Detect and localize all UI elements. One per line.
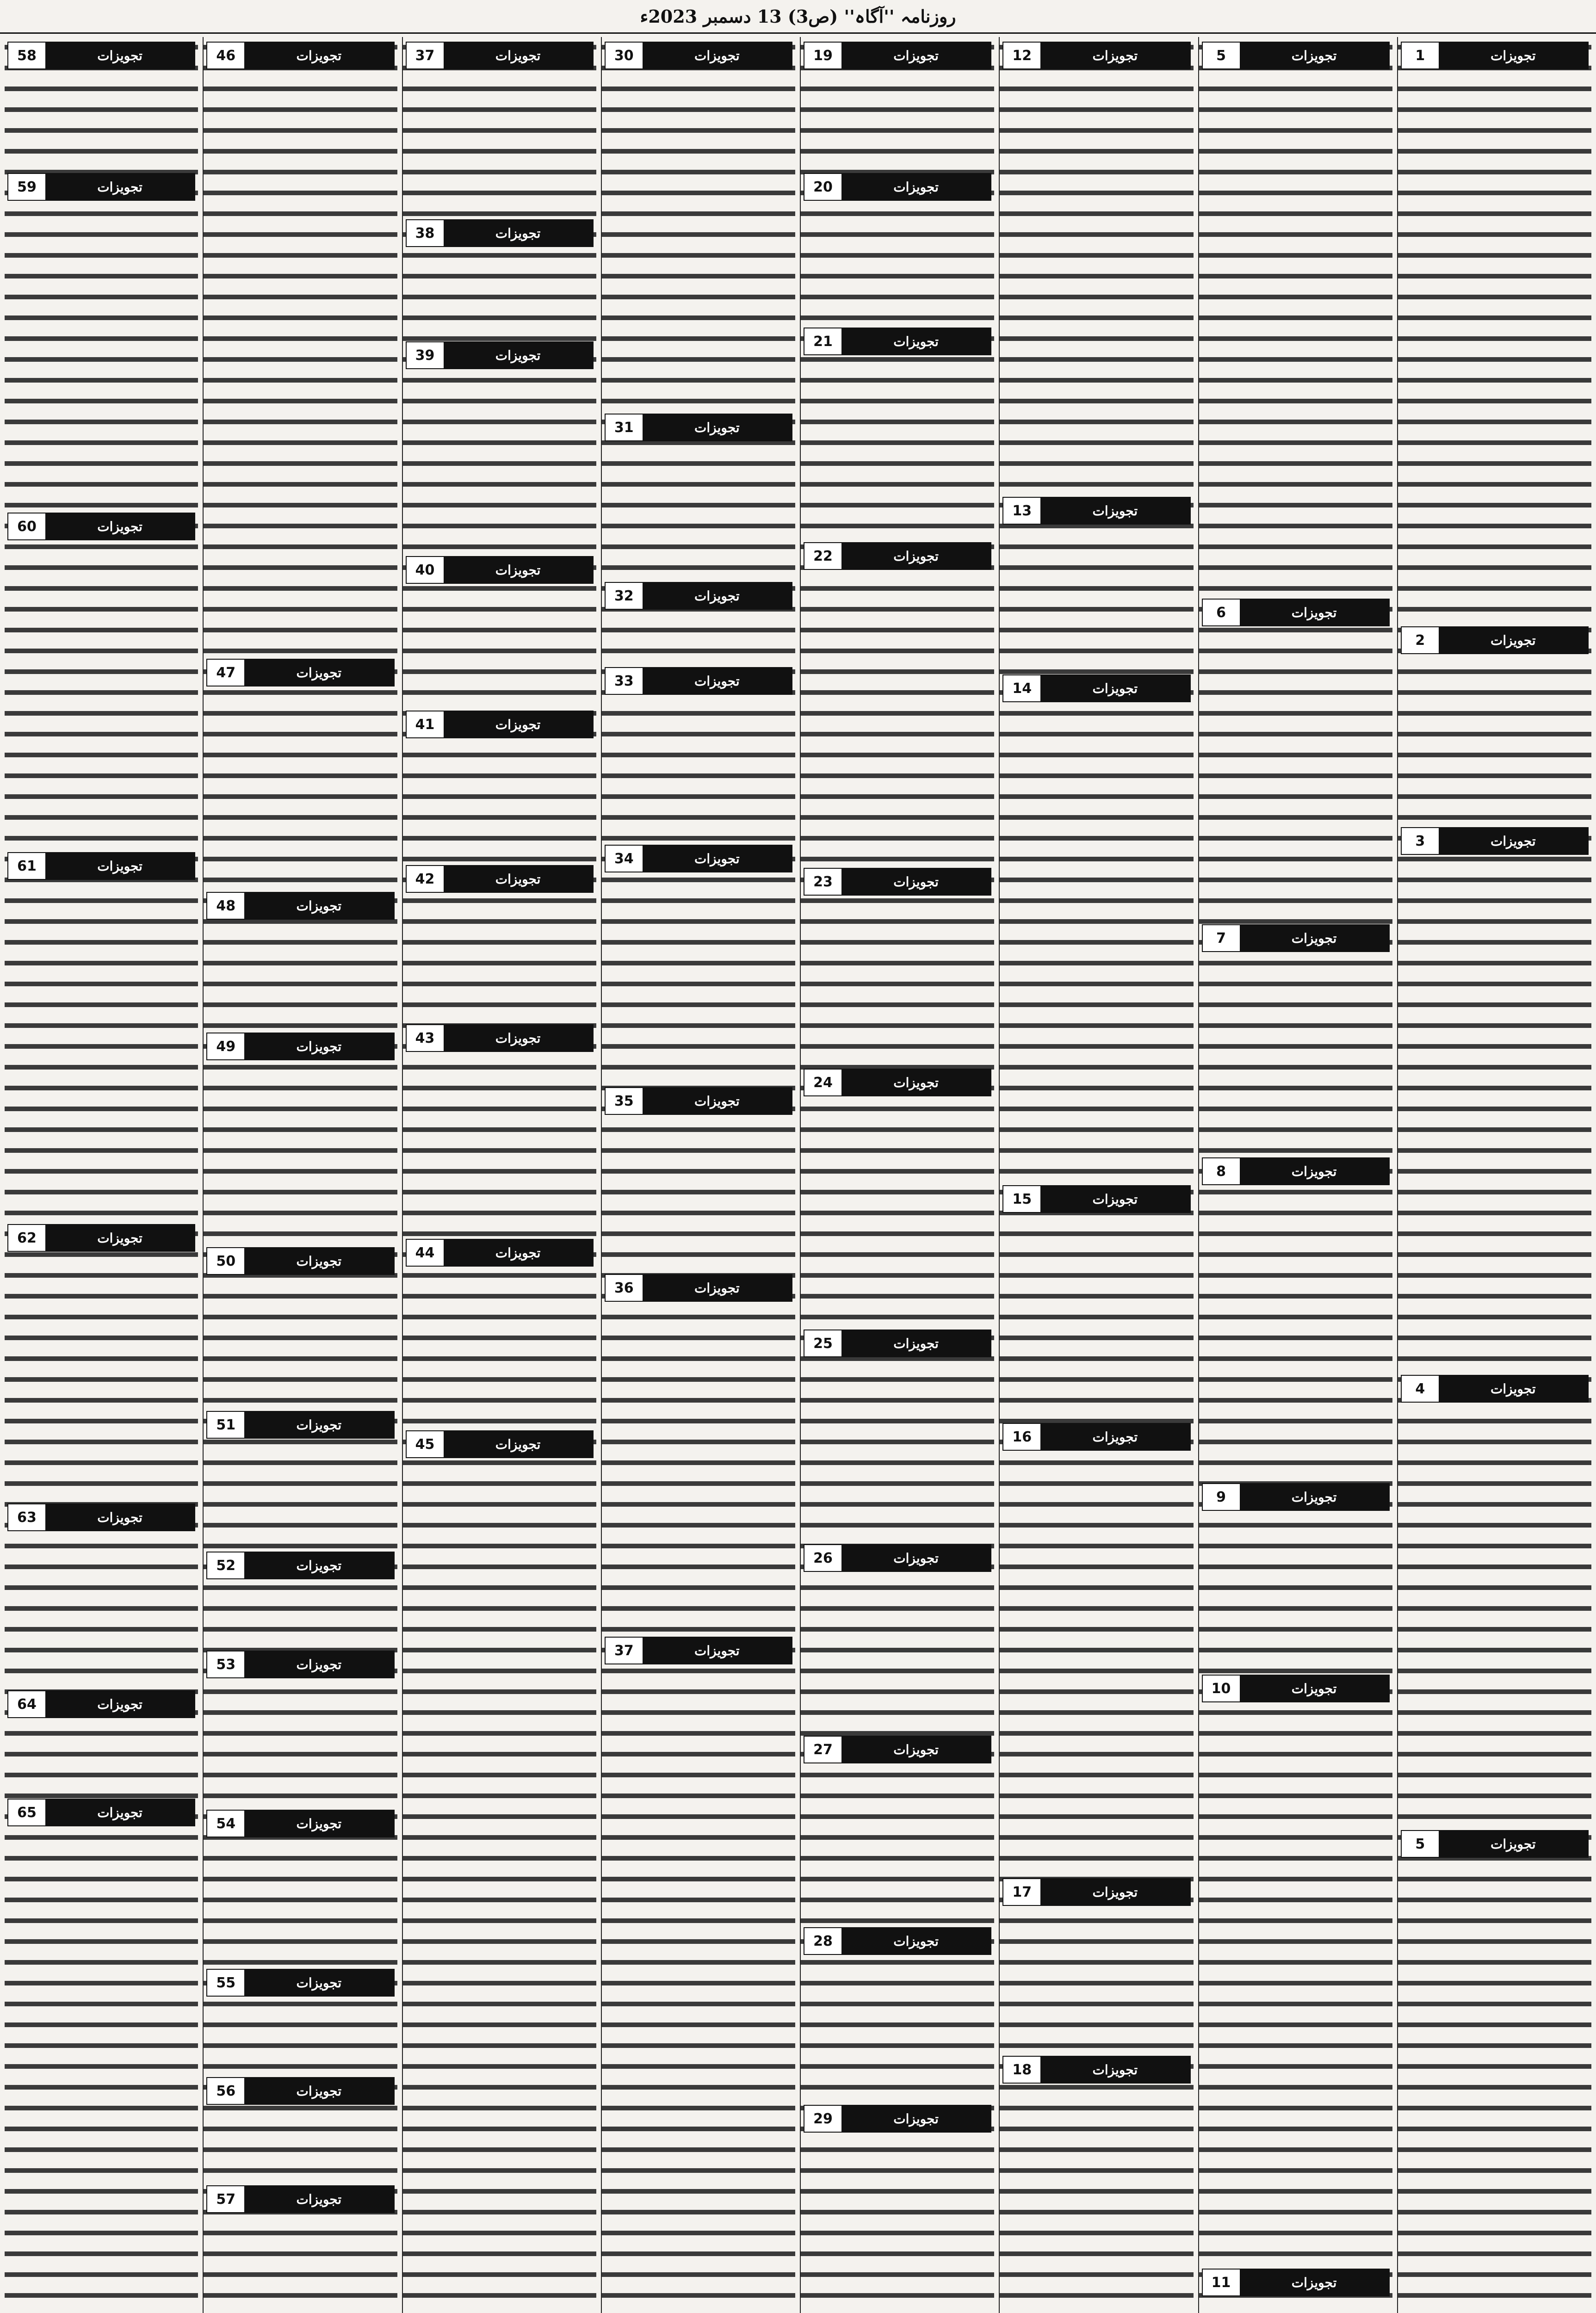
proposal-number: 37 [606, 1638, 643, 1664]
proposal-body-text [605, 879, 792, 1082]
proposal-body-text [206, 1586, 394, 1646]
proposal-body-text [406, 590, 594, 706]
proposal-heading [1401, 1375, 1589, 1403]
proposal-label: تجویزات [244, 1248, 393, 1274]
proposal-heading [406, 219, 594, 247]
proposal-body-text [406, 1058, 594, 1234]
proposal-label: تجویزات [444, 342, 593, 368]
proposal-number: 16 [1003, 1424, 1040, 1450]
proposal-body-text [1002, 709, 1190, 1181]
proposal-number: 2 [1402, 627, 1439, 653]
proposal-body-text [1401, 76, 1589, 622]
proposal-label: تجویزات [1240, 1158, 1389, 1184]
proposal-heading [206, 1552, 394, 1579]
proposal-heading [1002, 1185, 1190, 1213]
proposal-number: 24 [804, 1070, 841, 1095]
proposal-body-text [605, 1308, 792, 1632]
proposal-number: 48 [207, 893, 244, 919]
proposal-body-text [406, 76, 594, 215]
columns-container [5, 37, 1591, 2313]
proposal-number: 32 [606, 583, 643, 609]
proposal-number: 8 [1203, 1158, 1240, 1184]
proposal-heading [804, 542, 991, 570]
proposal-heading [1202, 1483, 1390, 1511]
proposal-number: 43 [407, 1025, 444, 1051]
proposal-body-text [7, 1538, 195, 1686]
proposal-number: 49 [207, 1033, 244, 1059]
proposal-label: تجویزات [244, 1552, 393, 1578]
proposal-body-text [206, 1067, 394, 1243]
proposal-number: 45 [407, 1431, 444, 1457]
proposal-label: تجویزات [1240, 600, 1389, 625]
proposal-label: تجویزات [244, 660, 393, 686]
proposal-heading [605, 1637, 792, 1664]
proposal-heading [1002, 42, 1190, 69]
proposal-heading [1002, 2056, 1190, 2084]
proposal-label: تجویزات [444, 711, 593, 737]
proposal-label: تجویزات [841, 174, 990, 200]
proposal-number: 44 [407, 1240, 444, 1266]
proposal-heading [206, 1033, 394, 1060]
proposal-number: 28 [804, 1928, 841, 1954]
proposal-heading [406, 865, 594, 893]
proposal-number: 52 [207, 1552, 244, 1578]
proposal-heading [1202, 42, 1390, 69]
proposal-label: تجویزات [1040, 43, 1189, 68]
proposal-label: تجویزات [244, 43, 393, 68]
proposal-number: 3 [1402, 828, 1439, 854]
proposal-body-text [1202, 1517, 1390, 1670]
proposal-label: تجویزات [1240, 2270, 1389, 2295]
proposal-heading [804, 1544, 991, 1572]
proposal-number: 31 [606, 414, 643, 440]
proposal-label: تجویزات [444, 220, 593, 246]
proposal-label: تجویزات [643, 1638, 792, 1664]
proposal-number: 4 [1402, 1376, 1439, 1402]
text-column [601, 37, 795, 2313]
proposal-label: تجویزات [841, 1737, 990, 1763]
proposal-number: 62 [8, 1225, 45, 1251]
proposal-number: 15 [1003, 1186, 1040, 1212]
proposal-heading [7, 1224, 195, 1252]
proposal-heading [804, 868, 991, 896]
proposal-label: تجویزات [1439, 43, 1588, 68]
proposal-heading [206, 892, 394, 920]
proposal-body-text [1202, 1709, 1390, 2264]
proposal-body-text [804, 362, 991, 538]
proposal-body-text [804, 1770, 991, 1923]
proposal-number: 39 [407, 342, 444, 368]
proposal-label: تجویزات [1240, 1484, 1389, 1510]
proposal-body-text [804, 1364, 991, 1540]
proposal-heading [7, 852, 195, 880]
proposal-body-text [804, 76, 991, 168]
proposal-number: 6 [1203, 600, 1240, 625]
proposal-number: 18 [1003, 2057, 1040, 2083]
proposal-label: تجویزات [1439, 627, 1588, 653]
page-title: روزنامہ ''آگاہ'' (ص3) 13 دسمبر 2023ء [640, 6, 956, 27]
proposal-heading [406, 1430, 594, 1458]
proposal-number: 23 [804, 869, 841, 895]
proposal-heading [406, 556, 594, 584]
proposal-label: تجویزات [841, 328, 990, 354]
proposal-heading [7, 173, 195, 201]
proposal-label: تجویزات [444, 866, 593, 892]
proposal-number: 12 [1003, 43, 1040, 68]
proposal-number: 35 [606, 1088, 643, 1114]
proposal-body-text [7, 1258, 195, 1499]
proposal-heading [206, 1969, 394, 1997]
proposal-number: 57 [207, 2186, 244, 2212]
proposal-heading [605, 667, 792, 695]
proposal-number: 60 [8, 513, 45, 539]
proposal-heading [804, 328, 991, 355]
proposal-heading [804, 1736, 991, 1763]
proposal-label: تجویزات [1240, 1676, 1389, 1701]
proposal-heading [206, 659, 394, 686]
proposal-label: تجویزات [1439, 1376, 1588, 1402]
proposal-number: 54 [207, 1811, 244, 1837]
proposal-heading [605, 414, 792, 441]
proposal-heading [206, 42, 394, 69]
proposal-heading [1202, 599, 1390, 626]
proposal-heading [1002, 674, 1190, 702]
proposal-body-text [7, 76, 195, 168]
proposal-number: 56 [207, 2078, 244, 2104]
proposal-heading [605, 582, 792, 610]
proposal-body-text [206, 2003, 394, 2072]
proposal-body-text [1401, 861, 1589, 1370]
proposal-heading [7, 513, 195, 540]
proposal-heading [206, 1247, 394, 1275]
proposal-number: 65 [8, 1800, 45, 1825]
proposal-body-text [7, 886, 195, 1219]
proposal-label: تجویزات [1240, 925, 1389, 951]
proposal-body-text [605, 76, 792, 409]
proposal-label: تجویزات [244, 1811, 393, 1837]
proposal-heading [406, 341, 594, 369]
proposal-number: 17 [1003, 1879, 1040, 1905]
proposal-number: 11 [1203, 2270, 1240, 2295]
proposal-label: تجویزات [643, 668, 792, 694]
proposal-body-text [804, 1103, 991, 1325]
proposal-heading [1002, 1423, 1190, 1451]
text-column [999, 37, 1193, 2313]
proposal-number: 38 [407, 220, 444, 246]
proposal-body-text [1202, 959, 1390, 1153]
proposal-body-text [804, 207, 991, 323]
proposal-heading [206, 1411, 394, 1439]
proposal-number: 64 [8, 1691, 45, 1717]
proposal-label: تجویزات [1240, 43, 1389, 68]
proposal-heading [206, 2185, 394, 2213]
proposal-body-text [1002, 531, 1190, 670]
proposal-heading [1202, 1675, 1390, 1702]
proposal-body-text [206, 2111, 394, 2181]
proposal-body-text [1002, 1219, 1190, 1418]
proposal-heading [1401, 1830, 1589, 1858]
proposal-label: تجویزات [643, 43, 792, 68]
proposal-body-text [605, 448, 792, 577]
proposal-number: 21 [804, 328, 841, 354]
proposal-number: 50 [207, 1248, 244, 1274]
proposal-number: 25 [804, 1330, 841, 1356]
proposal-number: 5 [1402, 1831, 1439, 1857]
proposal-label: تجویزات [45, 853, 194, 879]
proposal-label: تجویزات [45, 43, 194, 68]
proposal-label: تجویزات [1040, 1879, 1189, 1905]
proposal-heading [1401, 827, 1589, 855]
proposal-number: 42 [407, 866, 444, 892]
proposal-body-text [804, 576, 991, 863]
proposal-number: 9 [1203, 1484, 1240, 1510]
proposal-body-text [1002, 1912, 1190, 2051]
proposal-label: تجویزات [45, 1504, 194, 1530]
proposal-number: 10 [1203, 1676, 1240, 1701]
proposal-number: 5 [1203, 43, 1240, 68]
proposal-heading [804, 2105, 991, 2133]
proposal-label: تجویزات [45, 513, 194, 539]
proposal-heading [804, 1330, 991, 1357]
proposal-label: تجویزات [244, 2078, 393, 2104]
proposal-number: 29 [804, 2106, 841, 2132]
proposal-heading [1202, 2269, 1390, 2296]
proposal-heading [605, 845, 792, 872]
proposal-label: تجویزات [841, 1928, 990, 1954]
proposal-body-text [206, 693, 394, 887]
proposal-number: 30 [606, 43, 643, 68]
proposal-heading [7, 42, 195, 69]
proposal-label: تجویزات [45, 1800, 194, 1825]
proposal-heading [1002, 497, 1190, 525]
proposal-body-text [804, 902, 991, 1064]
proposal-label: تجویزات [1040, 2057, 1189, 2083]
proposal-label: تجویزات [1040, 1424, 1189, 1450]
proposal-body-text [1401, 661, 1589, 823]
text-column [402, 37, 596, 2313]
proposal-label: تجویزات [244, 1412, 393, 1438]
proposal-heading [1202, 1157, 1390, 1185]
proposal-number: 1 [1402, 43, 1439, 68]
proposal-number: 47 [207, 660, 244, 686]
proposal-body-text [406, 899, 594, 1020]
proposal-label: تجویزات [841, 1545, 990, 1571]
proposal-label: تجویزات [444, 557, 593, 583]
proposal-heading [406, 42, 594, 69]
proposal-number: 37 [407, 43, 444, 68]
proposal-label: تجویزات [244, 1970, 393, 1996]
proposal-number: 61 [8, 853, 45, 879]
text-column [1397, 37, 1591, 2313]
proposal-label: تجویزات [45, 1225, 194, 1251]
proposal-heading [206, 2077, 394, 2105]
proposal-label: تجویزات [841, 869, 990, 895]
proposal-number: 59 [8, 174, 45, 200]
proposal-number: 58 [8, 43, 45, 68]
proposal-heading [7, 1690, 195, 1718]
newspaper-masthead [0, 0, 1596, 34]
proposal-heading [1002, 1878, 1190, 1906]
proposal-body-text [206, 1844, 394, 1964]
proposal-body-text [7, 547, 195, 847]
proposal-body-text [804, 1578, 991, 1731]
proposal-number: 51 [207, 1412, 244, 1438]
proposal-label: تجویزات [643, 1275, 792, 1301]
proposal-label: تجویزات [45, 174, 194, 200]
proposal-body-text [206, 926, 394, 1028]
proposal-number: 33 [606, 668, 643, 694]
proposal-label: تجویزات [244, 893, 393, 919]
text-column [800, 37, 994, 2313]
proposal-label: تجویزات [643, 1088, 792, 1114]
proposal-number: 53 [207, 1651, 244, 1677]
proposal-label: تجویزات [244, 1651, 393, 1677]
proposal-label: تجویزات [444, 1431, 593, 1457]
proposal-heading [7, 1503, 195, 1531]
proposal-number: 7 [1203, 925, 1240, 951]
proposal-label: تجویزات [841, 1070, 990, 1095]
proposal-body-text [206, 1281, 394, 1406]
proposal-body-text [7, 207, 195, 508]
proposal-number: 36 [606, 1275, 643, 1301]
proposal-label: تجویزات [643, 414, 792, 440]
proposal-label: تجویزات [1040, 1186, 1189, 1212]
proposal-number: 40 [407, 557, 444, 583]
proposal-label: تجویزات [643, 846, 792, 872]
proposal-number: 19 [804, 43, 841, 68]
proposal-heading [206, 1651, 394, 1678]
proposal-body-text [406, 376, 594, 551]
proposal-heading [804, 173, 991, 201]
proposal-body-text [406, 254, 594, 337]
proposal-body-text [1202, 76, 1390, 594]
proposal-number: 63 [8, 1504, 45, 1530]
proposal-label: تجویزات [444, 43, 593, 68]
proposal-heading [804, 1069, 991, 1096]
proposal-body-text [1002, 76, 1190, 492]
proposal-heading [7, 1799, 195, 1826]
proposal-body-text [1202, 633, 1390, 920]
proposal-heading [1401, 626, 1589, 654]
proposal-label: تجویزات [244, 1033, 393, 1059]
proposal-label: تجویزات [444, 1025, 593, 1051]
proposal-body-text [206, 1685, 394, 1805]
proposal-number: 41 [407, 711, 444, 737]
proposal-body-text [605, 701, 792, 840]
proposal-label: تجویزات [841, 43, 990, 68]
proposal-body-text [206, 1445, 394, 1547]
proposal-body-text [1202, 2303, 1390, 2313]
proposal-body-text [1202, 1192, 1390, 1478]
proposal-heading [206, 1810, 394, 1837]
proposal-body-text [804, 1961, 991, 2100]
proposal-label: تجویزات [643, 583, 792, 609]
proposal-heading [605, 1087, 792, 1115]
proposal-heading [605, 1274, 792, 1302]
proposal-body-text [206, 76, 394, 654]
proposal-heading [406, 711, 594, 738]
proposal-number: 14 [1003, 675, 1040, 701]
proposal-heading [605, 42, 792, 69]
proposal-label: تجویزات [1040, 675, 1189, 701]
proposal-body-text [605, 1121, 792, 1269]
text-column [1198, 37, 1392, 2313]
proposal-label: تجویزات [1439, 828, 1588, 854]
proposal-heading [1401, 42, 1589, 69]
proposal-number: 22 [804, 543, 841, 569]
proposal-number: 27 [804, 1737, 841, 1763]
proposal-number: 13 [1003, 498, 1040, 524]
proposal-heading [1202, 924, 1390, 952]
proposal-number: 55 [207, 1970, 244, 1996]
proposal-body-text [1002, 1457, 1190, 1874]
proposal-heading [406, 1239, 594, 1267]
proposal-body-text [605, 616, 792, 662]
proposal-label: تجویزات [1439, 1831, 1588, 1857]
proposal-label: تجویزات [444, 1240, 593, 1266]
proposal-heading [804, 42, 991, 69]
proposal-number: 26 [804, 1545, 841, 1571]
proposal-label: تجویزات [841, 1330, 990, 1356]
proposal-body-text [406, 745, 594, 860]
proposal-label: تجویزات [1040, 498, 1189, 524]
proposal-body-text [1401, 1409, 1589, 1825]
text-column [5, 37, 198, 2313]
proposal-number: 34 [606, 846, 643, 872]
proposal-label: تجویزات [841, 543, 990, 569]
proposal-label: تجویزات [841, 2106, 990, 2132]
proposal-heading [804, 1927, 991, 1955]
text-column [203, 37, 397, 2313]
proposal-label: تجویزات [45, 1691, 194, 1717]
proposal-body-text [7, 1725, 195, 1794]
proposal-label: تجویزات [244, 2186, 393, 2212]
proposal-heading [406, 1024, 594, 1052]
proposal-number: 46 [207, 43, 244, 68]
proposal-body-text [406, 1273, 594, 1426]
proposal-number: 20 [804, 174, 841, 200]
